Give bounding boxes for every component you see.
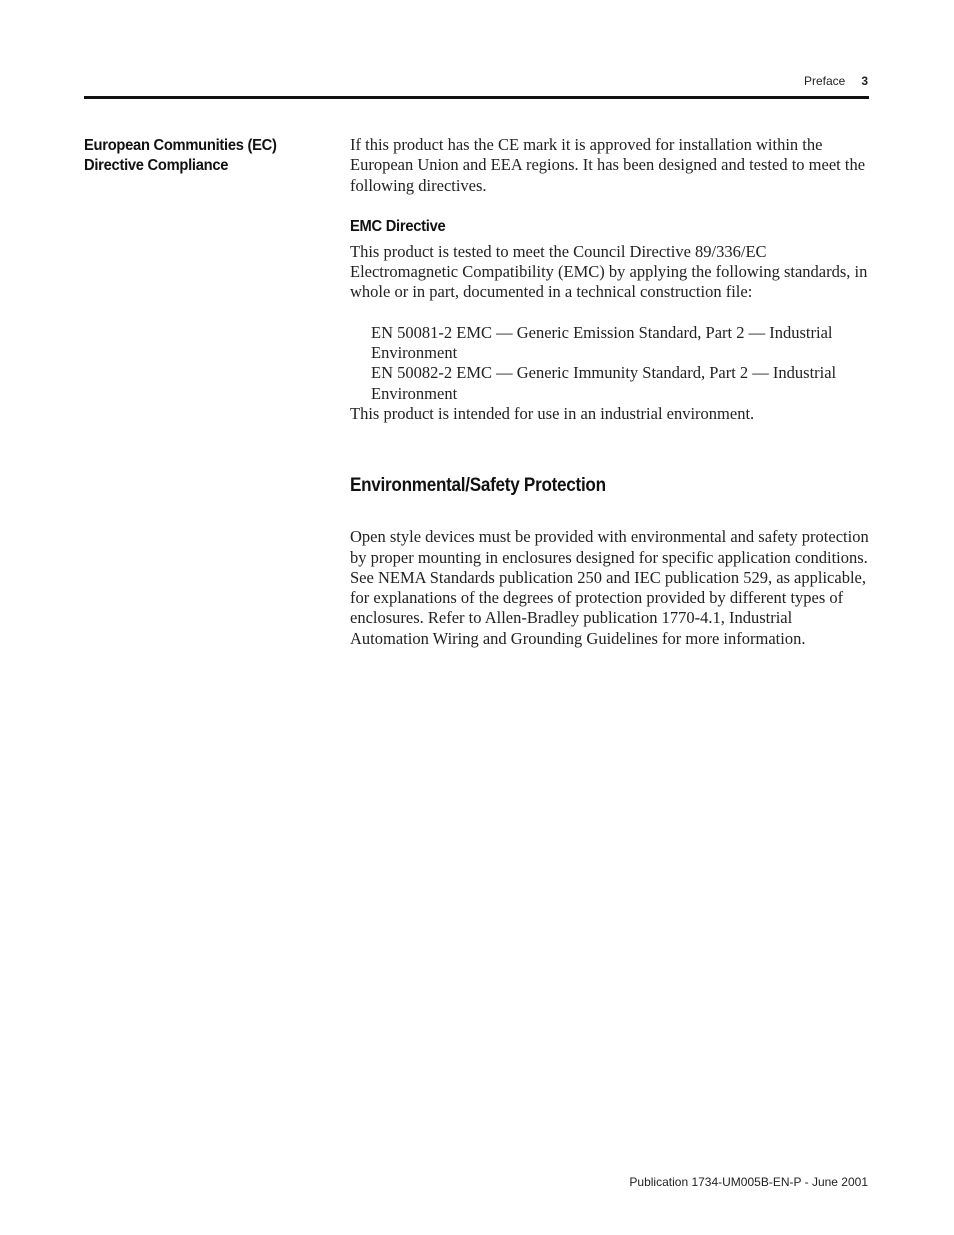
emc-closing: This product is intended for use in an industrial environment. [350,403,755,423]
header-section: Preface [803,74,846,88]
header-rule [84,96,869,99]
side-heading-line-1: European Communities (EC) [84,137,277,154]
standard-item: EN 50081-2 EMC — Generic Emission Standard, Part 2 — Industrial Environment [371,322,833,363]
side-heading [84,136,305,176]
intro-paragraph: If this product has the CE mark it is approved for installation within the European Union and EEA regions. It has been designed and tested to meet the following directives. [350,135,866,195]
page-number: 3 [861,74,868,88]
emc-paragraph: This product is tested to meet the Council Directive 89/336/EC Electromagnetic Compatibility (EMC) by applying the following standards, in whole or in part, documented in a technical construction file: [350,241,868,302]
emc-heading: EMC Directive [350,217,446,235]
side-heading-line-2: Directive Compliance [84,157,229,174]
environmental-paragraph: Open style devices must be provided with environmental and safety protection by proper mounting in enclosures designed for specific application conditions. See NEMA Standards publication 250 and IEC publication 529, as applicable, for explanations of the degrees of protection provided by different types of enclosures. Refer to Allen-Bradley publication 1770-4.1, Industrial Automation Wiring and Grounding Guidelines for more information. [350,527,869,648]
standards-list [350,323,870,404]
main-content [350,135,870,649]
publication-footer: Publication 1734-UM005B-EN-P - June 2001 [629,1175,868,1189]
standard-item: EN 50082-2 EMC — Generic Immunity Standard, Part 2 — Industrial Environment [371,363,837,403]
environmental-heading: Environmental/Safety Protection [350,475,606,497]
running-header [804,74,868,88]
